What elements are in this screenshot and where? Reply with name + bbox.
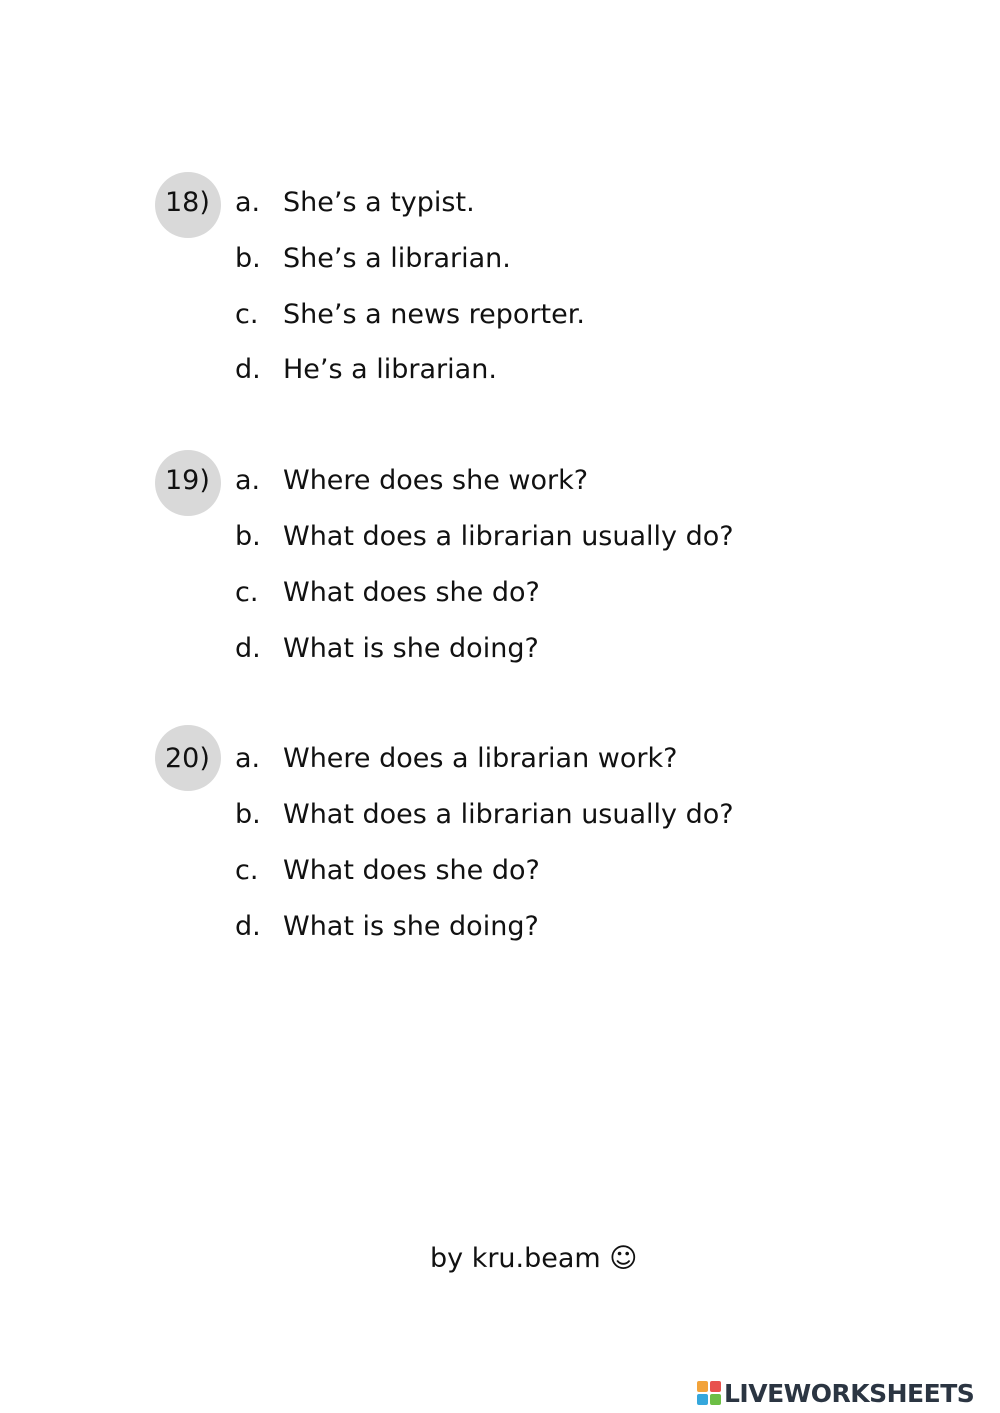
option-letter: c. bbox=[235, 299, 259, 330]
option-text: Where does she work? bbox=[283, 465, 589, 496]
liveworksheets-watermark bbox=[697, 1376, 974, 1410]
option-b[interactable] bbox=[235, 242, 511, 276]
option-text: Where does a librarian work? bbox=[283, 743, 678, 774]
option-d[interactable] bbox=[235, 353, 497, 387]
question-number: 19) bbox=[165, 465, 210, 496]
option-text: What does a librarian usually do? bbox=[283, 799, 734, 830]
option-text: What does she do? bbox=[283, 855, 540, 886]
option-letter: d. bbox=[235, 633, 261, 664]
option-d[interactable] bbox=[235, 910, 539, 944]
option-letter: a. bbox=[235, 743, 261, 774]
option-d[interactable] bbox=[235, 632, 539, 666]
option-letter: d. bbox=[235, 911, 261, 942]
question-number: 18) bbox=[165, 187, 210, 218]
option-c[interactable] bbox=[235, 854, 540, 888]
option-a[interactable] bbox=[235, 742, 677, 776]
liveworksheets-logo-icon bbox=[697, 1381, 721, 1405]
option-letter: c. bbox=[235, 577, 259, 608]
option-text: What is she doing? bbox=[283, 911, 539, 942]
option-text: What is she doing? bbox=[283, 633, 539, 664]
option-letter: a. bbox=[235, 187, 261, 218]
option-a[interactable] bbox=[235, 186, 475, 220]
option-c[interactable] bbox=[235, 298, 585, 332]
author-credit: by kru.beam ☺ bbox=[430, 1243, 638, 1274]
logo-square-1 bbox=[697, 1381, 708, 1392]
option-letter: b. bbox=[235, 799, 261, 830]
option-text: She’s a librarian. bbox=[283, 243, 511, 274]
option-letter: c. bbox=[235, 855, 259, 886]
option-text: What does she do? bbox=[283, 577, 540, 608]
option-c[interactable] bbox=[235, 576, 540, 610]
option-text: She’s a typist. bbox=[283, 187, 475, 218]
option-text: What does a librarian usually do? bbox=[283, 521, 734, 552]
option-text: He’s a librarian. bbox=[283, 354, 497, 385]
option-letter: d. bbox=[235, 354, 261, 385]
option-a[interactable] bbox=[235, 464, 588, 498]
option-letter: b. bbox=[235, 521, 261, 552]
logo-square-4 bbox=[710, 1394, 721, 1405]
option-b[interactable] bbox=[235, 520, 734, 554]
option-letter: b. bbox=[235, 243, 261, 274]
option-text: She’s a news reporter. bbox=[283, 299, 585, 330]
logo-square-3 bbox=[697, 1394, 708, 1405]
option-letter: a. bbox=[235, 465, 261, 496]
logo-square-2 bbox=[710, 1381, 721, 1392]
question-number: 20) bbox=[165, 743, 210, 774]
option-b[interactable] bbox=[235, 798, 734, 832]
brand-name: LIVEWORKSHEETS bbox=[724, 1378, 975, 1408]
